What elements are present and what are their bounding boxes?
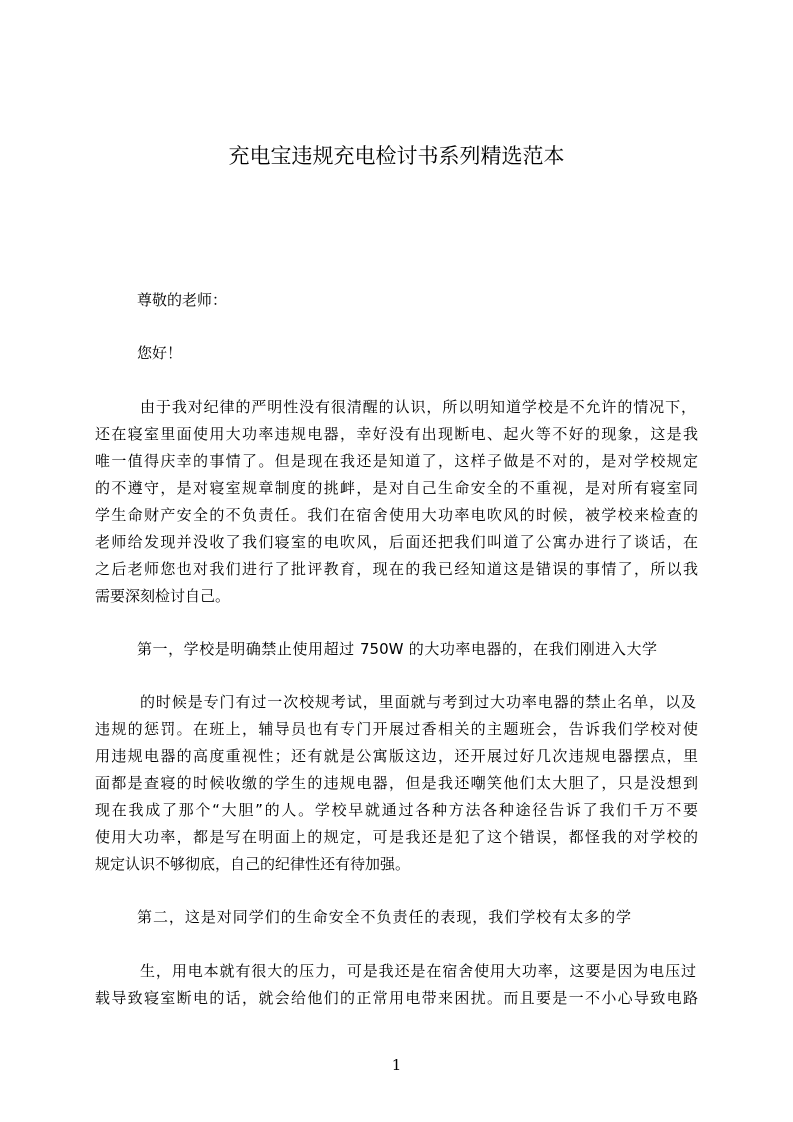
paragraph-1-line: 还在寝室里面使用大功率违规电器，幸好没有出现断电、起火等不好的现象，这是我 <box>95 425 698 443</box>
paragraph-2-line: 使用大功率，都是写在明面上的规定，可是我还是犯了这个错误，都怪我的对学校的 <box>95 828 698 846</box>
paragraph-1-line: 老师给发现并没收了我们寝室的电吹风，后面还把我们叫道了公寓办进行了谈话，在 <box>95 533 698 551</box>
paragraph-2-line: 违规的惩罚。在班上，辅导员也有专门开展过香相关的主题班会，告诉我们学校对使 <box>95 720 698 738</box>
paragraph-1-line: 需要深刻检讨自己。 <box>95 587 231 605</box>
paragraph-2-line: 规定认识不够彻底，自己的纪律性还有待加强。 <box>95 855 411 873</box>
greeting: 尊敬的老师： <box>137 291 228 309</box>
paragraph-1-line: 的不遵守，是对寝室规章制度的挑衅，是对自己生命安全的不重视，是对所有寝室同 <box>95 479 698 497</box>
paragraph-1-line: 由于我对纪律的严明性没有很清醒的认识，所以明知道学校是不允许的情况下， <box>140 398 696 416</box>
paragraph-2-line: 用违规电器的高度重视性；还有就是公寓版这边，还开展过好几次违规电器摆点，里 <box>95 747 698 765</box>
point-2-heading: 第二，这是对同学们的生命安全不负责任的表现，我们学校有太多的学 <box>137 908 631 926</box>
paragraph-2-line: 的时候是专门有过一次校规考试，里面就与考到过大功率电器的禁止名单，以及 <box>140 693 696 711</box>
paragraph-1-line: 学生命财产安全的不负责任。我们在宿舍使用大功率电吹风的时候，被学校来检查的 <box>95 506 698 524</box>
paragraph-2-line: 现在我成了那个“大胆”的人。学校早就通过各种方法各种途径告诉了我们千万不要 <box>95 801 698 819</box>
salutation: 您好！ <box>137 344 183 362</box>
document-title: 充电宝违规充电检讨书系列精选范本 <box>228 144 565 168</box>
point-1-heading: 第一，学校是明确禁止使用超过 750W 的大功率电器的，在我们刚进入大学 <box>137 640 657 658</box>
paragraph-3-line: 生，用电本就有很大的压力，可是我还是在宿舍使用大功率，这要是因为电压过 <box>140 962 696 980</box>
page-number: 1 <box>391 1056 402 1074</box>
paragraph-3-line: 载导致寝室断电的话，就会给他们的正常用电带来困扰。而且要是一不小心导致电路 <box>95 989 698 1007</box>
paragraph-1-line: 之后老师您也对我们进行了批评教育，现在的我已经知道这是错误的事情了，所以我 <box>95 560 698 578</box>
paragraph-1-line: 唯一值得庆幸的事情了。但是现在我还是知道了，这样子做是不对的，是对学校规定 <box>95 452 698 470</box>
paragraph-2-line: 面都是查寝的时候收缴的学生的违规电器，但是我还嘲笑他们太大胆了，只是没想到 <box>95 774 698 792</box>
